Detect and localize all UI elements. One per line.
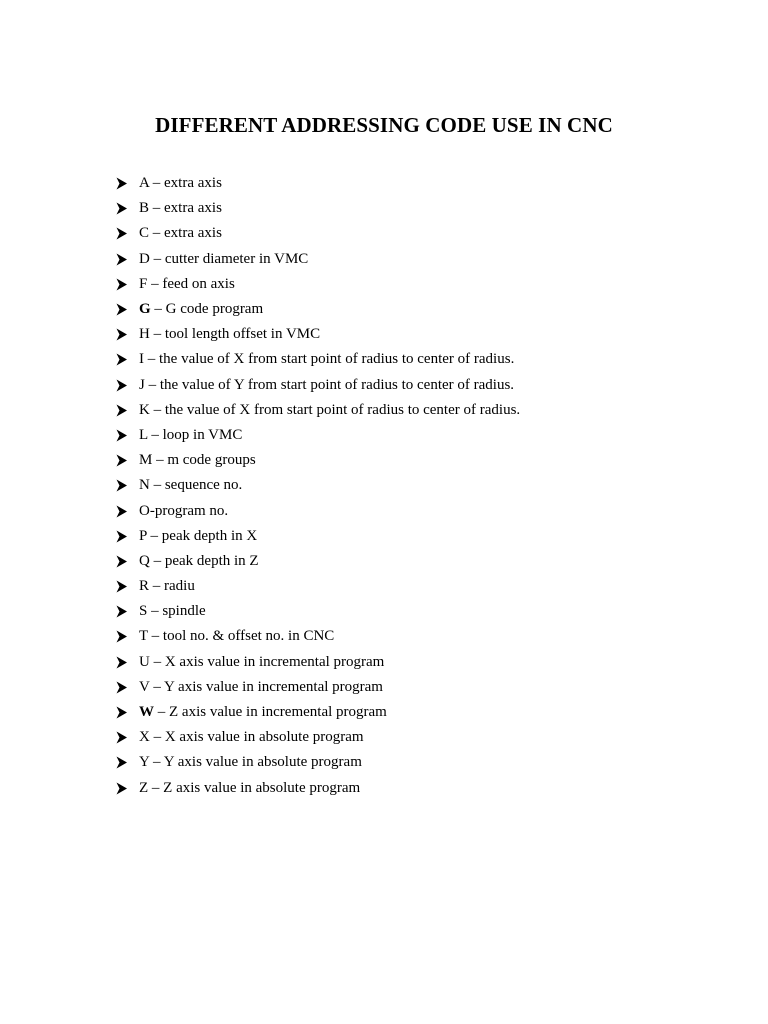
address-code-description: – G code program xyxy=(150,301,264,318)
list-item xyxy=(114,725,520,750)
address-code-letter: D xyxy=(139,250,150,267)
address-code-description: – peak depth in Z xyxy=(149,552,259,569)
list-item-text xyxy=(139,377,514,394)
list-item-text xyxy=(139,679,383,696)
address-code-description: – tool length offset in VMC xyxy=(149,326,321,343)
list-item xyxy=(114,221,520,246)
arrowhead-bullet-icon xyxy=(114,776,139,801)
list-item-text xyxy=(139,729,364,746)
address-code-letter: T xyxy=(139,628,148,645)
list-item xyxy=(114,171,520,196)
address-code-letter: Y xyxy=(139,754,150,771)
list-item-text xyxy=(139,780,360,797)
arrowhead-bullet-icon xyxy=(114,297,139,322)
list-item-text xyxy=(139,603,206,620)
address-code-description: – extra axis xyxy=(149,200,222,217)
address-code-letter: B xyxy=(139,200,150,217)
list-item xyxy=(114,473,520,498)
code-list xyxy=(114,171,520,801)
list-item xyxy=(114,650,520,675)
address-code-letter: L xyxy=(139,426,148,443)
address-code-letter: U xyxy=(139,653,150,670)
list-item-text xyxy=(139,628,334,645)
list-item xyxy=(114,524,520,549)
list-item-text xyxy=(139,654,384,671)
list-item xyxy=(114,675,520,700)
address-code-letter: I xyxy=(139,351,144,368)
address-code-description: – Y axis value in incremental program xyxy=(149,678,383,695)
list-item-text xyxy=(139,251,308,268)
arrowhead-bullet-icon xyxy=(114,524,139,549)
list-item xyxy=(114,398,520,423)
list-item-text xyxy=(139,477,242,494)
address-code-letter: F xyxy=(139,275,148,292)
arrowhead-bullet-icon xyxy=(114,473,139,498)
list-item-text xyxy=(139,427,242,444)
address-code-letter: C xyxy=(139,225,150,242)
address-code-letter: M xyxy=(139,452,153,469)
list-item xyxy=(114,574,520,599)
address-code-description: – tool no. & offset no. in CNC xyxy=(147,628,335,645)
list-item-text xyxy=(139,553,259,570)
arrowhead-bullet-icon xyxy=(114,221,139,246)
address-code-description: – Z axis value in incremental program xyxy=(154,704,387,721)
arrowhead-bullet-icon xyxy=(114,650,139,675)
arrowhead-bullet-icon xyxy=(114,448,139,473)
address-code-description: – extra axis xyxy=(149,225,222,242)
list-item-text xyxy=(139,200,222,217)
list-item-text xyxy=(139,528,257,545)
arrowhead-bullet-icon xyxy=(114,272,139,297)
arrowhead-bullet-icon xyxy=(114,322,139,347)
list-item xyxy=(114,750,520,775)
address-code-description: -program no. xyxy=(149,502,229,519)
list-item xyxy=(114,347,520,372)
list-item-text xyxy=(139,351,514,368)
arrowhead-bullet-icon xyxy=(114,347,139,372)
address-code-letter: Z xyxy=(139,779,149,796)
page-title: DIFFERENT ADDRESSING CODE USE IN CNC xyxy=(155,113,613,137)
address-code-letter: G xyxy=(139,301,151,318)
address-code-description: – spindle xyxy=(147,603,206,620)
arrowhead-bullet-icon xyxy=(114,750,139,775)
address-code-letter: R xyxy=(139,578,150,595)
address-code-letter: H xyxy=(139,326,150,343)
address-code-description: – Y axis value in absolute program xyxy=(149,754,362,771)
arrowhead-bullet-icon xyxy=(114,675,139,700)
list-item-text xyxy=(139,402,520,419)
list-item xyxy=(114,700,520,725)
list-item-text xyxy=(139,452,256,469)
address-code-description: – the value of Y from start point of radius to center of radius. xyxy=(144,376,515,393)
arrowhead-bullet-icon xyxy=(114,599,139,624)
list-item xyxy=(114,624,520,649)
address-code-letter: Q xyxy=(139,552,150,569)
address-code-description: – feed on axis xyxy=(147,275,235,292)
list-item-text xyxy=(139,704,387,721)
list-item-text xyxy=(139,754,362,771)
list-item xyxy=(114,322,520,347)
address-code-description: – X axis value in incremental program xyxy=(149,653,385,670)
address-code-description: – sequence no. xyxy=(149,477,243,494)
list-item xyxy=(114,423,520,448)
address-code-letter: O xyxy=(139,502,150,519)
address-code-description: – the value of X from start point of radius to center of radius. xyxy=(149,401,521,418)
list-item xyxy=(114,498,520,523)
list-item-text xyxy=(139,175,222,192)
list-item xyxy=(114,247,520,272)
address-code-letter: A xyxy=(139,175,150,192)
address-code-letter: J xyxy=(139,376,145,393)
address-code-description: – extra axis xyxy=(149,175,222,192)
list-item-text xyxy=(139,301,263,318)
address-code-description: – cutter diameter in VMC xyxy=(149,250,309,267)
address-code-letter: V xyxy=(139,678,150,695)
arrowhead-bullet-icon xyxy=(114,171,139,196)
arrowhead-bullet-icon xyxy=(114,549,139,574)
list-item-text xyxy=(139,503,228,520)
list-item xyxy=(114,272,520,297)
address-code-description: – the value of X from start point of radius to center of radius. xyxy=(144,351,515,368)
arrowhead-bullet-icon xyxy=(114,247,139,272)
arrowhead-bullet-icon xyxy=(114,196,139,221)
address-code-letter: K xyxy=(139,401,150,418)
list-item-text xyxy=(139,326,320,343)
list-item xyxy=(114,297,520,322)
list-item xyxy=(114,776,520,801)
list-item-text xyxy=(139,578,195,595)
address-code-letter: N xyxy=(139,477,150,494)
address-code-description: – X axis value in absolute program xyxy=(149,729,364,746)
address-code-description: – loop in VMC xyxy=(147,426,243,443)
address-code-letter: S xyxy=(139,603,148,620)
list-item xyxy=(114,549,520,574)
list-item xyxy=(114,196,520,221)
address-code-description: – peak depth in X xyxy=(146,527,258,544)
list-item xyxy=(114,373,520,398)
address-code-letter: W xyxy=(139,704,154,721)
list-item-text xyxy=(139,225,222,242)
list-item xyxy=(114,599,520,624)
address-code-description: – m code groups xyxy=(152,452,256,469)
address-code-letter: P xyxy=(139,527,147,544)
arrowhead-bullet-icon xyxy=(114,398,139,423)
address-code-description: – Z axis value in absolute program xyxy=(148,779,361,796)
arrowhead-bullet-icon xyxy=(114,700,139,725)
address-code-letter: X xyxy=(139,729,150,746)
list-item-text xyxy=(139,276,235,293)
arrowhead-bullet-icon xyxy=(114,499,139,524)
arrowhead-bullet-icon xyxy=(114,725,139,750)
arrowhead-bullet-icon xyxy=(114,373,139,398)
arrowhead-bullet-icon xyxy=(114,423,139,448)
address-code-description: – radiu xyxy=(149,578,195,595)
list-item xyxy=(114,448,520,473)
arrowhead-bullet-icon xyxy=(114,624,139,649)
arrowhead-bullet-icon xyxy=(114,574,139,599)
